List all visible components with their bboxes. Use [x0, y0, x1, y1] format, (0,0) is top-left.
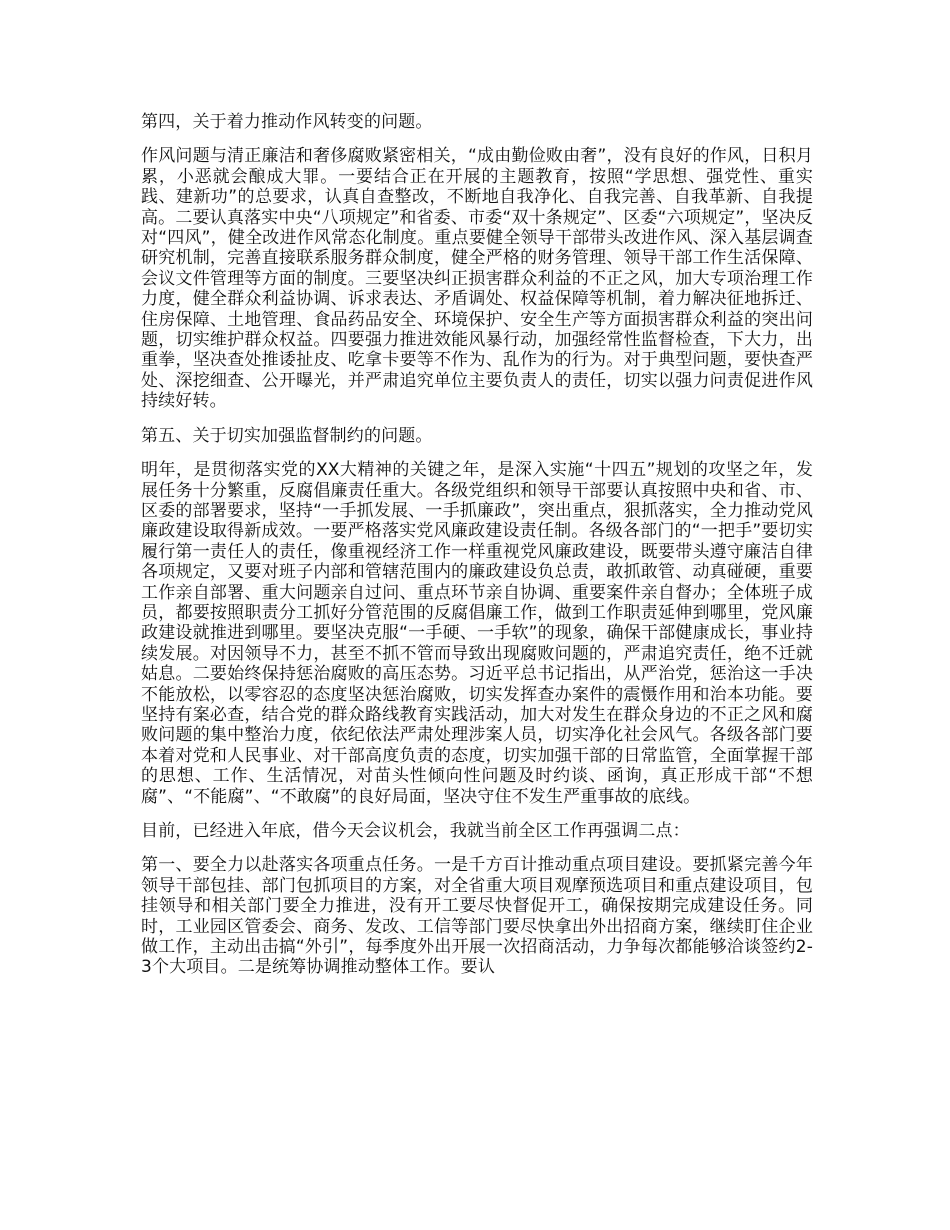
section-heading-4: 第四，关于着力推动作风转变的问题。 [141, 112, 433, 132]
document-page [141, 112, 813, 992]
section-body-5: 明年，是贯彻落实党的XX大精神的关键之年，是深入实施“十四五”规划的攻坚之年，发展任务十分繁重，反腐倡廉责任重大。各级党组织和领导干部要认真按照中央和省、市、区委的部署要求，坚持“一手抓发展、一手抓廉政”，突出重点，狠抓落实，全力推动党风廉政建设取得新成效。一要严格落实党风廉政建设责任制。各级各部门的“一把手”要切实履行第一责任人的责任，像重视经济工作一样重视党风廉政建设，既要带头遵守廉洁自律各项规定，又要对班子内部和管辖范围内的廉政建设负总责，敢抓敢管、动真碰硬，重要工作亲自部署、重大问题亲自过问、重点环节亲自协调、重要案件亲自督办；全体班子成员，都要按照职责分工抓好分管范围的反腐倡廉工作，做到工作职责延伸到哪里，党风廉政建设就推进到哪里。要坚决克服“一手硬、一手软”的现象，确保干部健康成长，事业持续发展。对因领导不力，甚至不抓不管而导致出现腐败问题的，严肃追究责任，绝不迁就姑息。二要始终保持惩治腐败的高压态势。习近平总书记指出，从严治党，惩治这一手决不能放松，以零容忍的态度坚决惩治腐败，切实发挥查办案件的震慑作用和治本功能。要坚持有案必查，结合党的群众路线教育实践活动，加大对发生在群众身边的不正之风和腐败问题的集中整治力度，依纪依法严肃处理涉案人员，切实净化社会风气。各级各部门要本着对党和人民事业、对干部高度负责的态度，切实加强干部的日常监管，全面掌握干部的思想、工作、生活情况，对苗头性倾向性问题及时约谈、函询，真正形成干部“不想腐”、“不能腐”、“不敢腐”的良好局面，坚决守住不发生严重事故的底线。 [141, 460, 813, 807]
intro-paragraph: 目前，已经进入年底，借今天会议机会，我就当前全区工作再强调二点： [141, 821, 690, 841]
closing-paragraph: 第一、要全力以赴落实各项重点任务。一是千方百计推动重点项目建设。要抓紧完善今年领导干部包挂、部门包抓项目的方案，对全省重大项目观摩预选项目和重点建设项目，包挂领导和相关部门要全力推进，没有开工要尽快督促开工，确保按期完成建设任务。同时，工业园区管委会、商务、发改、工信等部门要尽快拿出外出招商方案，继续盯住企业做工作，主动出击搞“外引”，每季度外出开展一次招商活动，力争每次都能够洽谈签约2-3个大项目。二是统筹协调推动整体工作。要认 [141, 855, 813, 978]
section-heading-5: 第五、关于切实加强监督制约的问题。 [141, 425, 433, 446]
section-body-4: 作风问题与清正廉洁和奢侈腐败紧密相关，“成由勤俭败由奢”，没有良好的作风，日积月累，小恶就会酿成大罪。一要结合正在开展的主题教育，按照“学思想、强党性、重实践、建新功”的总要求，认真自查整改，不断地自我净化、自我完善、自我革新、自我提高。二要认真落实中央“八项规定”和省委、市委“双十条规定”、区委“六项规定”，坚决反对“四风”，健全改进作风常态化制度。重点要健全领导干部带头改进作风、深入基层调查研究机制，完善直接联系服务群众制度，健全严格的财务管理、领导干部工作生活保障、会议文件管理等方面的制度。三要坚决纠正损害群众利益的不正之风，加大专项治理工作力度，健全群众利益协调、诉求表达、矛盾调处、权益保障等机制，着力解决征地拆迁、住房保障、土地管理、食品药品安全、环境保护、安全生产等方面损害群众利益的突出问题，切实维护群众权益。四要强力推进效能风暴行动，加强经常性监督检查，下大力，出重拳，坚决查处推诿扯皮、吃拿卡要等不作为、乱作为的行为。对于典型问题，要快查严处、深挖细查、公开曝光，并严肃追究单位主要负责人的责任，切实以强力问责促进作风持续好转。 [141, 146, 813, 412]
